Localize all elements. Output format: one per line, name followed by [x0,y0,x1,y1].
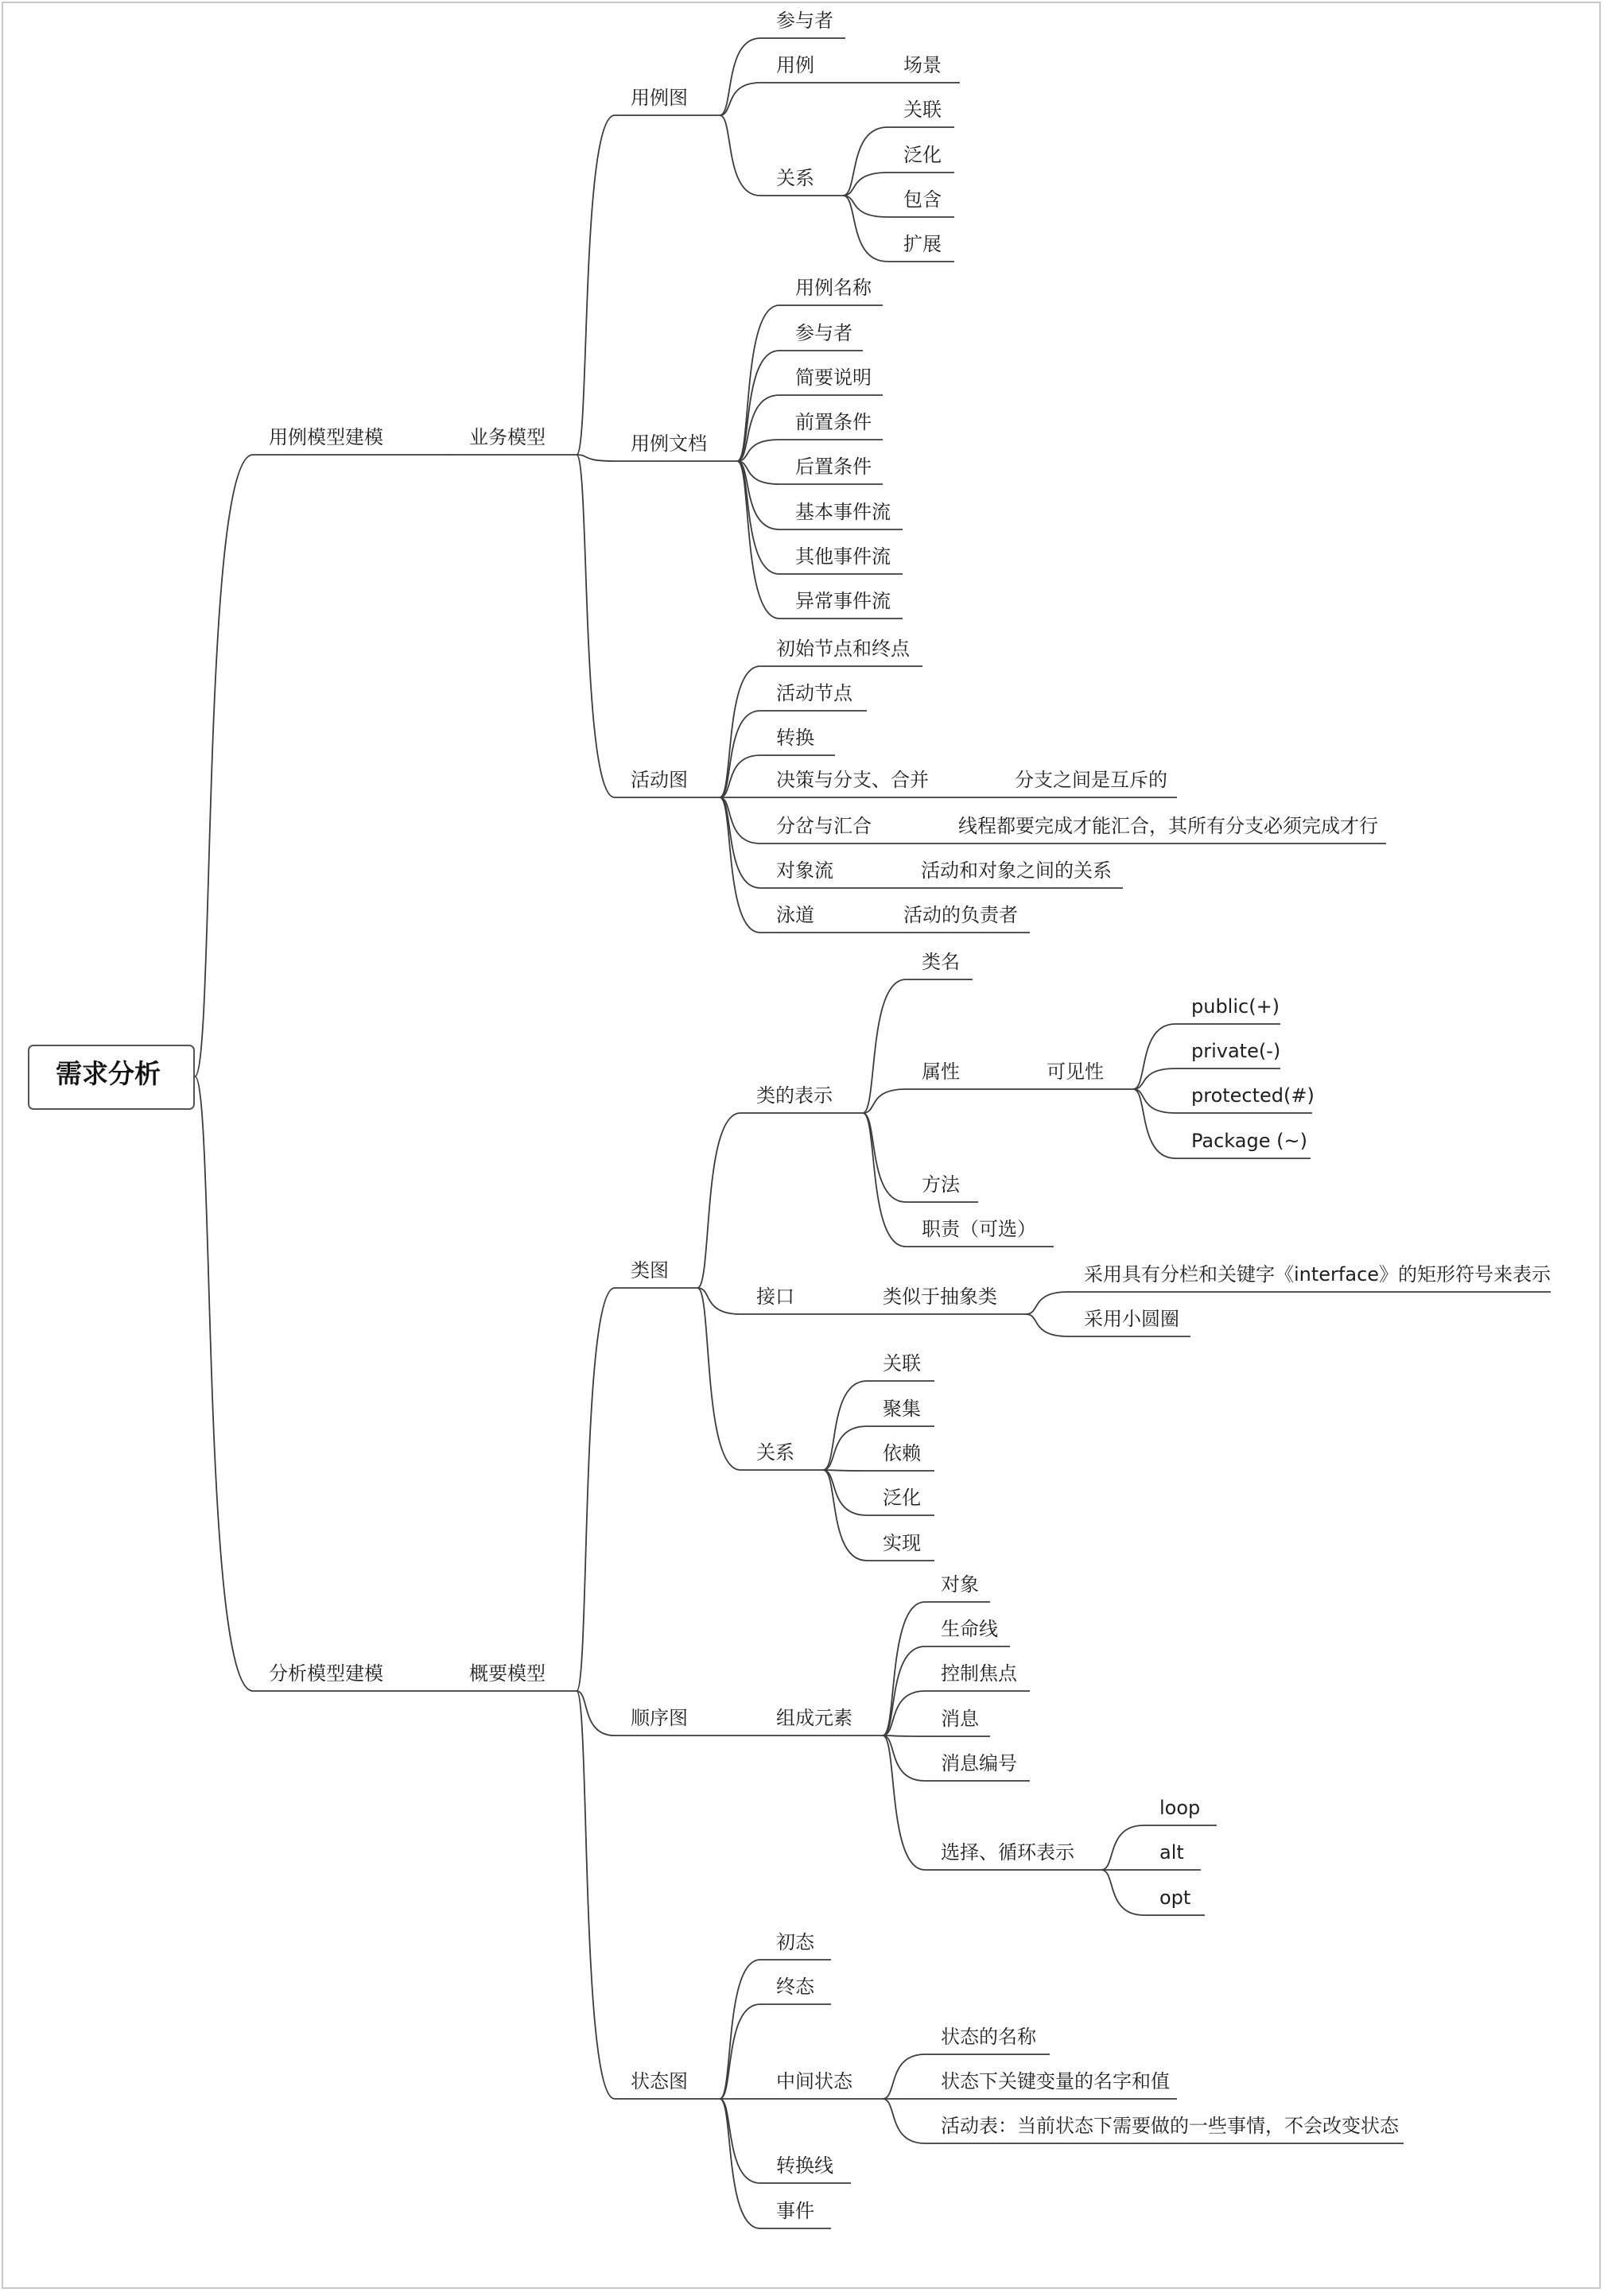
node-n45[interactable]: 职责（可选） [922,1218,1036,1240]
node-n2[interactable]: 业务模型 [469,426,546,448]
node-n11[interactable]: 扩展 [903,233,942,255]
node-n18[interactable]: 基本事件流 [795,501,891,523]
node-n73[interactable]: 活动表：当前状态下需要做的一些事情，不会改变状态 [941,2115,1399,2137]
node-n64[interactable]: loop [1159,1797,1201,1819]
node-n74[interactable]: 转换线 [776,2154,833,2177]
node-n15[interactable]: 简要说明 [795,367,872,389]
node-n67[interactable]: 状态图 [631,2070,688,2092]
node-n29[interactable]: 对象流 [776,859,833,882]
node-n42[interactable]: protected(#) [1191,1084,1315,1107]
node-n49[interactable]: 采用小圆圈 [1084,1308,1179,1330]
node-n35[interactable]: 类图 [631,1259,669,1282]
node-n1[interactable]: 用例模型建模 [269,426,383,448]
node-n10[interactable]: 包含 [903,188,942,211]
node-n30[interactable]: 活动和对象之间的关系 [921,859,1112,882]
node-n60[interactable]: 控制焦点 [941,1662,1017,1685]
node-n34[interactable]: 概要模型 [469,1662,546,1685]
node-n39[interactable]: 可见性 [1047,1061,1104,1083]
node-n66[interactable]: opt [1159,1887,1191,1909]
node-n28[interactable]: 线程都要完成才能汇合，其所有分支必须完成才行 [958,815,1378,837]
node-n55[interactable]: 实现 [883,1532,921,1554]
node-n24[interactable]: 转换 [776,727,814,749]
node-n61[interactable]: 消息 [941,1708,979,1730]
node-n50[interactable]: 关系 [756,1441,794,1464]
node-n14[interactable]: 参与者 [795,322,852,344]
node-n4[interactable]: 参与者 [776,10,833,32]
node-n56[interactable]: 顺序图 [631,1707,688,1729]
node-n33[interactable]: 分析模型建模 [269,1662,383,1685]
node-n27[interactable]: 分岔与汇合 [776,815,872,837]
node-n38[interactable]: 属性 [922,1061,960,1083]
node-n70[interactable]: 中间状态 [776,2070,852,2092]
node-n16[interactable]: 前置条件 [795,411,872,433]
node-n13[interactable]: 用例名称 [795,277,872,299]
node-n59[interactable]: 生命线 [941,1618,998,1640]
node-n9[interactable]: 泛化 [903,144,942,166]
node-n32[interactable]: 活动的负责者 [903,904,1018,926]
node-n31[interactable]: 泳道 [776,904,814,926]
node-n36[interactable]: 类的表示 [756,1084,833,1107]
node-n26[interactable]: 分支之间是互斥的 [1015,769,1167,791]
node-n52[interactable]: 聚集 [883,1398,921,1420]
node-n53[interactable]: 依赖 [883,1442,921,1464]
node-n21[interactable]: 活动图 [631,769,688,791]
node-n12[interactable]: 用例文档 [631,432,707,455]
node-n65[interactable]: alt [1159,1841,1184,1864]
root-node-label[interactable]: 需求分析 [56,1058,161,1089]
node-n63[interactable]: 选择、循环表示 [941,1841,1074,1864]
node-n8[interactable]: 关联 [903,99,942,121]
node-n57[interactable]: 组成元素 [776,1707,852,1729]
node-n62[interactable]: 消息编号 [941,1752,1017,1774]
node-n51[interactable]: 关联 [883,1352,921,1375]
node-n19[interactable]: 其他事件流 [795,545,891,568]
node-n20[interactable]: 异常事件流 [795,590,891,612]
node-n23[interactable]: 活动节点 [776,682,852,704]
node-n75[interactable]: 事件 [776,2200,814,2222]
node-n71[interactable]: 状态的名称 [941,2026,1036,2048]
node-n69[interactable]: 终态 [776,1976,814,1998]
node-n44[interactable]: 方法 [922,1173,960,1196]
node-n72[interactable]: 状态下关键变量的名字和值 [941,2070,1170,2092]
node-n41[interactable]: private(-) [1191,1040,1281,1062]
node-n37[interactable]: 类名 [922,951,960,973]
node-n47[interactable]: 类似于抽象类 [883,1286,997,1308]
node-n7[interactable]: 关系 [776,167,814,189]
node-n68[interactable]: 初态 [776,1931,814,1953]
node-n3[interactable]: 用例图 [631,87,688,109]
node-n46[interactable]: 接口 [756,1286,794,1308]
node-n48[interactable]: 采用具有分栏和关键字《interface》的矩形符号来表示 [1084,1263,1552,1286]
node-n40[interactable]: public(+) [1191,995,1280,1018]
node-n5[interactable]: 用例 [776,54,814,76]
node-n17[interactable]: 后置条件 [795,456,872,478]
node-n54[interactable]: 泛化 [883,1487,921,1509]
node-n25[interactable]: 决策与分支、合并 [776,769,929,791]
node-n6[interactable]: 场景 [903,54,942,76]
node-n58[interactable]: 对象 [941,1573,979,1596]
node-n22[interactable]: 初始节点和终点 [776,638,910,660]
node-n43[interactable]: Package (~) [1191,1130,1307,1152]
